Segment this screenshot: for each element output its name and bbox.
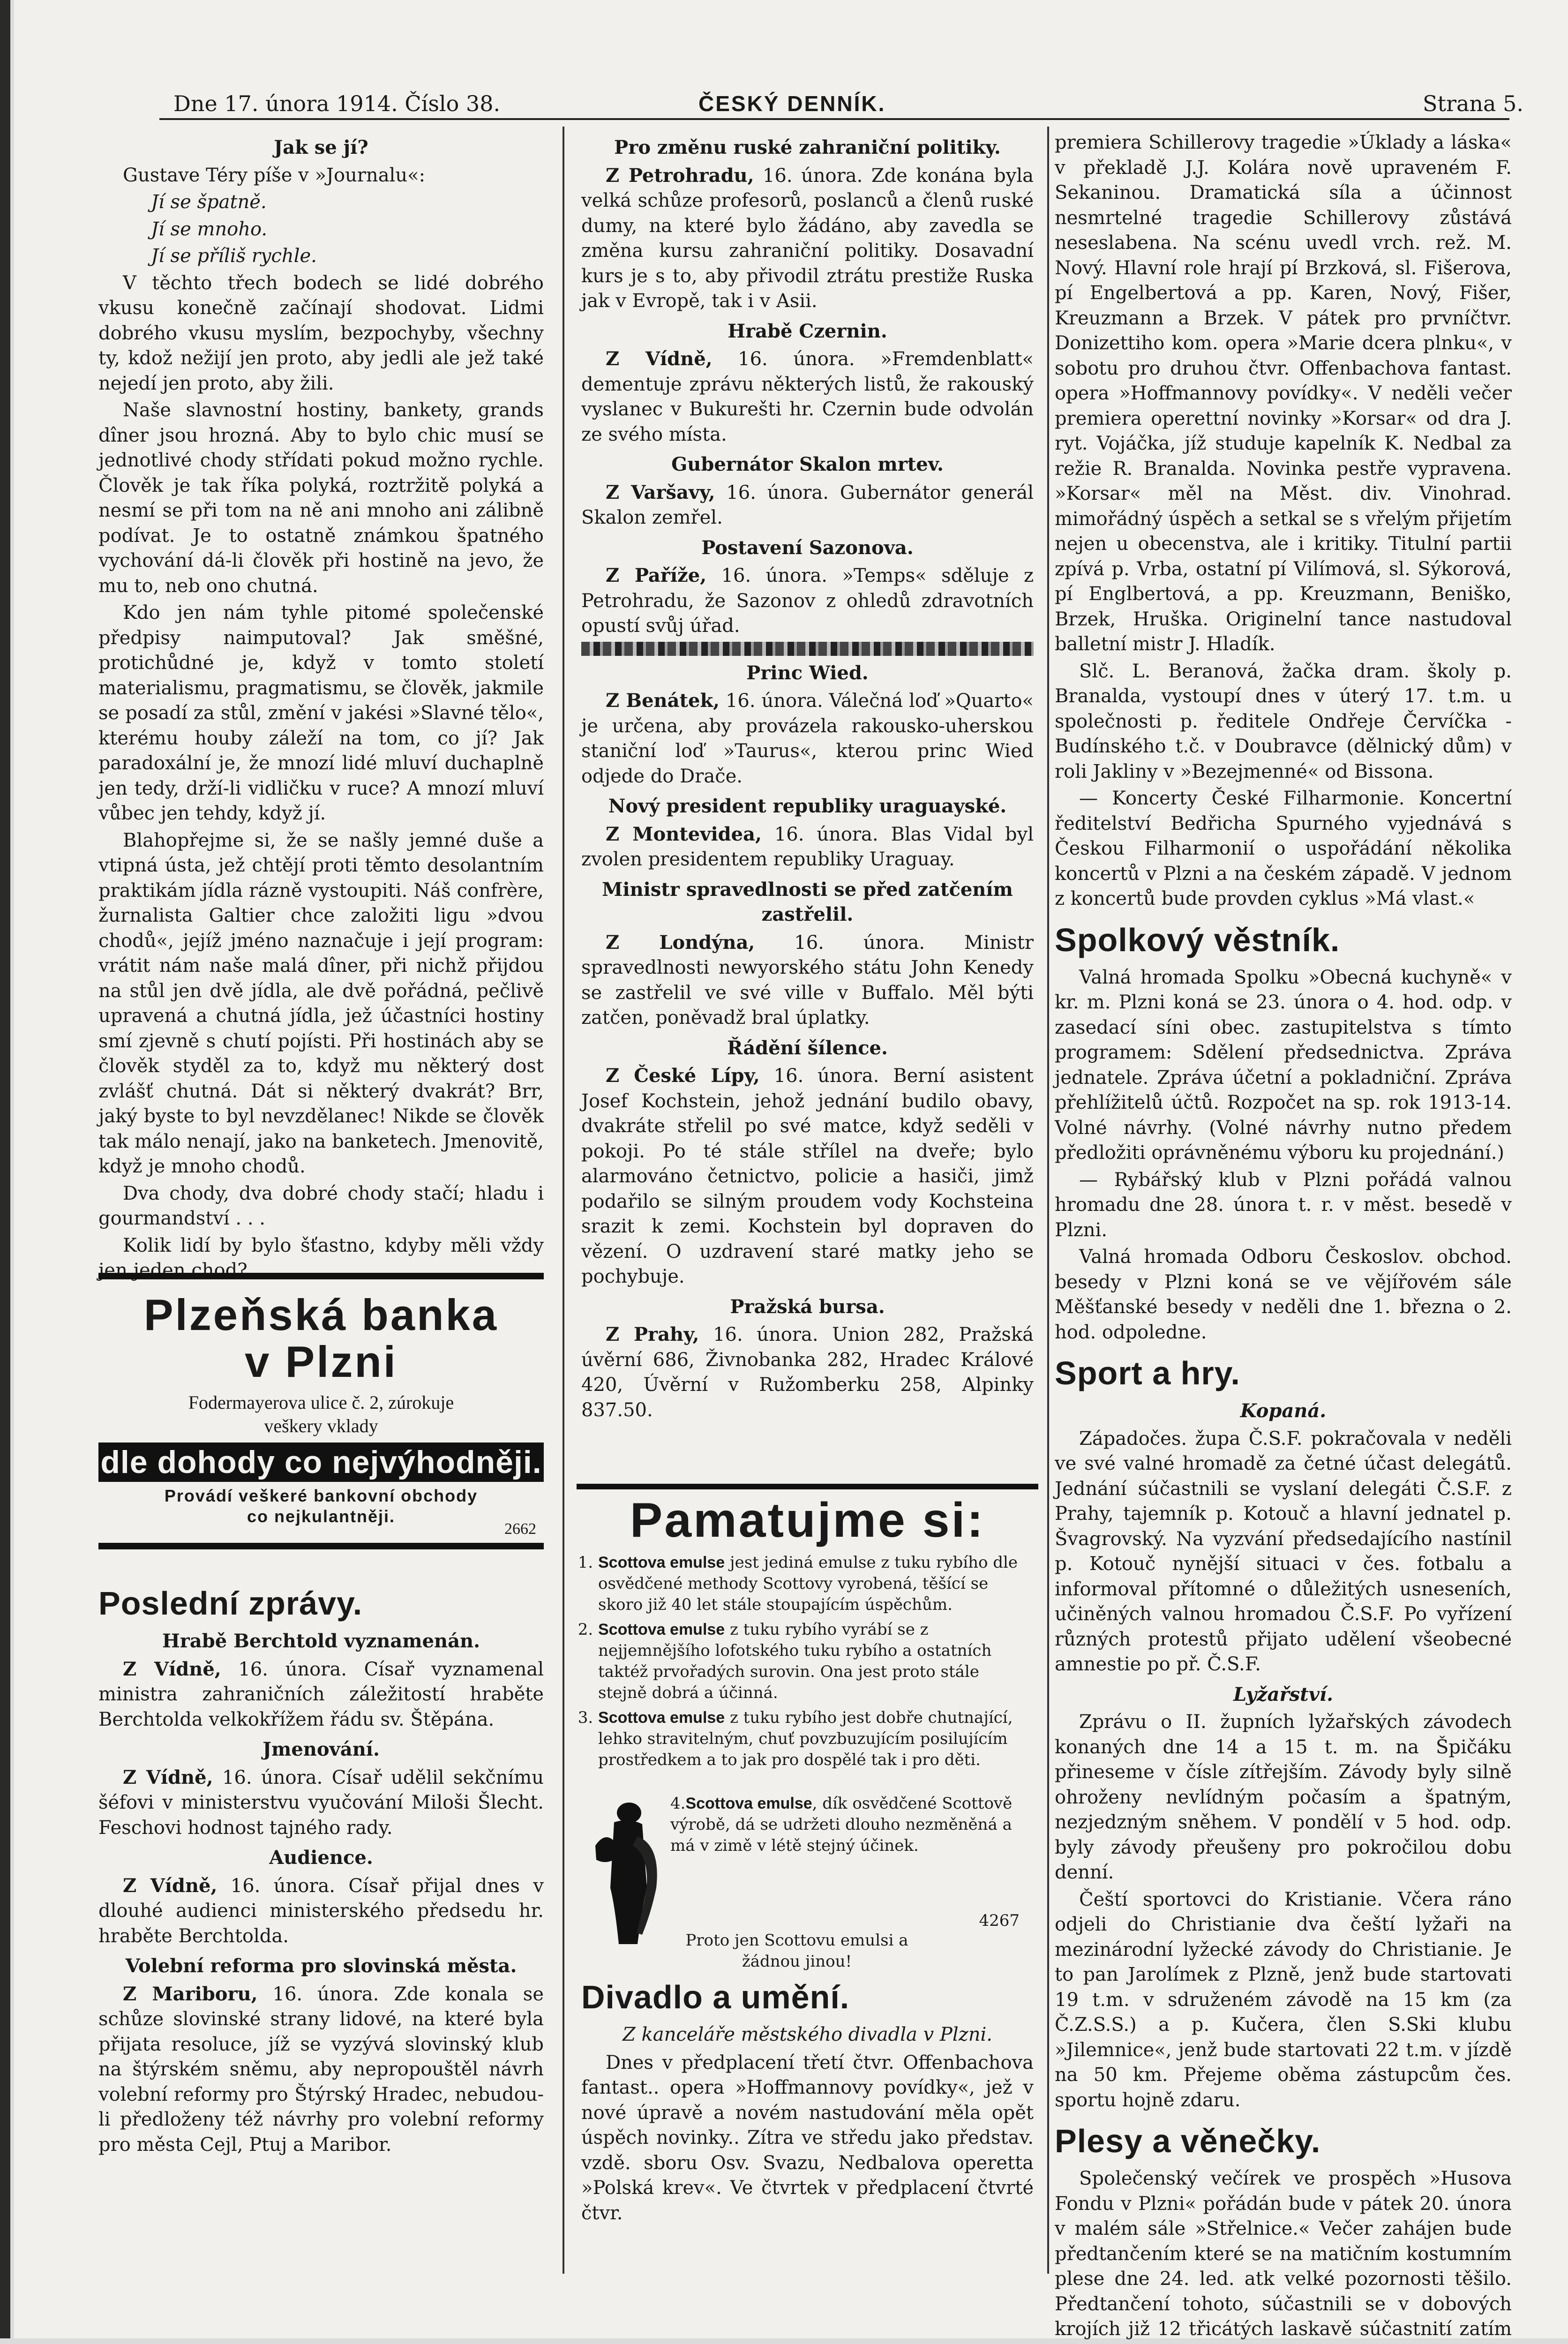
ad-item-text: z tuku rybího vyrábí se z nejjemnějšího lofotského tuku rybího a ostatních taktéž prvořadých surovin. Ona jest proto stále stejně dobrá a účinná. bbox=[598, 1620, 992, 1702]
article-paragraph: V těchto třech bodech se lidé dobrého vkusu konečně začínají shodovat. Lidmi dobrého vkusu myslím, bezpochyby, všechny ty, kdož nežijí jen proto, aby jedli ale jež také nejedí jen proto, aby žili. bbox=[98, 272, 544, 394]
dateline: Z Petrohradu, bbox=[606, 164, 754, 187]
club-paragraph: Valná hromada Odboru Českoslov. obchod. besedy v Plzni koná se ve vějířovém sále Měšťanské besedy v neděli dne 1. března o 2. hod. odpoledne. bbox=[1055, 1246, 1512, 1343]
article-title: Jak se jí? bbox=[274, 136, 368, 158]
news-text: 16. února. »Fremdenblatt« dementuje zprávu některých listů, že rakouský vyslanec v Bukurešti hr. Czernin bude odvolán ze svého místa. bbox=[581, 348, 1034, 445]
news-text: 16. února. Císař přijal dnes v dlouhé audienci ministerského předsedu hr. hraběte Berchtolda. bbox=[98, 1875, 544, 1947]
news-title: Gubernátor Skalon mrtev. bbox=[671, 453, 944, 475]
article-paragraph: Naše slavnostní hostiny, bankety, grands dîner jsou hrozná. Aby to bylo chic musí se jednotlivé chody střídati pokud možno rychle. Člověk je tak říka polyká, roztržitě polyká a nesmí se při tom na ně ani mnoho ani zálibně podívat. Je to ostatně známkou špatného vychování dá-li člověk při hostině na jevo, že mu to, neb ono chutná. bbox=[98, 399, 544, 597]
column-rule-2 bbox=[1047, 127, 1049, 2274]
page-number: Strana 5. bbox=[1423, 91, 1523, 116]
ad-headline: Pamatujme si: bbox=[630, 1493, 985, 1548]
theatre-paragraph: — Koncerty České Filharmonie. Koncertní ředitelství Bedřicha Spurného vyjednává s Českou Filharmonií o uspořádání několika koncertů v Plzni a na českém západě. V jednom z koncertů bude provden cyklus »Má vlast.« bbox=[1055, 788, 1512, 909]
article-paragraph: Dva chody, dva dobré chody stačí; hladu i gourmandství . . . bbox=[98, 1182, 544, 1229]
news-item bbox=[98, 1765, 544, 1841]
news-title: Pro změnu ruské zahraniční politiky. bbox=[614, 136, 1001, 158]
column-rule-1 bbox=[563, 127, 564, 2274]
dateline: Z Varšavy, bbox=[606, 481, 715, 503]
column-3 bbox=[1055, 130, 1512, 2340]
news-item bbox=[581, 346, 1034, 447]
fisherman-with-fish-icon bbox=[586, 1794, 666, 1949]
news-text: 16. února. »Temps« sděluje z Petrohradu, že Sazonov z ohledů zdravotních opustí svůj úřad. bbox=[581, 565, 1034, 637]
ad-list bbox=[577, 1552, 1025, 1771]
news-item bbox=[98, 1982, 544, 2158]
quote-line: Jí se mnoho. bbox=[151, 218, 268, 240]
ad-closing: Proto jen Scottovu emulsi a žádnou jinou! bbox=[685, 1931, 908, 1971]
ball-paragraph: Společenský večírek ve prospěch »Husova Fondu v Plzni« pořádán bude v pátek 20. února v malém sále »Střelnice.« Večer zahájen bude předtančením které se na matičním kostumním plese dne 24. led. atk velké pozornosti těšilo. Předtančení tohoto, súčastnili se v dobových krojích již 12 třicátých laskavě súčastnití zatím bbox=[1055, 2168, 1512, 2340]
news-item bbox=[581, 1063, 1034, 1290]
scott-emulsion-advertisement bbox=[577, 1484, 1038, 1971]
ad-code: 4267 bbox=[979, 1911, 1020, 1930]
ad-list-item bbox=[598, 1552, 1025, 1615]
news-text: 16. února. Gubernátor generál Skalon zemřel. bbox=[581, 481, 1034, 528]
sport-paragraph: Zprávu o II. župních lyžařských závodech konaných dne 14 a 15 t. m. na Špičáku přineseme v čísle zítřejším. Závody byly silně ohroženy nevlídným počasím a špatným, nezjedzným sněhem. V pondělí v 5 hod. odp. byly závody přeušeny pro pokročilou dobu denní. bbox=[1055, 1711, 1512, 1883]
dateline: Z Londýna, bbox=[606, 931, 755, 954]
news-item bbox=[98, 1657, 544, 1733]
bank-name: Plzeňská banka bbox=[143, 1290, 499, 1339]
news-title: Pražská bursa. bbox=[730, 1295, 885, 1318]
club-paragraph: Valná hromada Spolku »Obecná kuchyně« v kr. m. Plzni koná se 23. února o 4. hod. odp. v zasedací síni obec. zastupitelstva s tímto programem: Sdělení předsednictva. Zpráva jednatele. Zpráva účetní a pokladniční. Zpráva přehlížitelů účtů. Rozpočet na sp. rok 1913-14. Volné návrhy. (Volné návrhy nutno předem předložiti oprávněnému výboru ku projednání.) bbox=[1055, 966, 1512, 1164]
header-rule bbox=[159, 118, 1509, 120]
dateline: Z Benátek, bbox=[606, 690, 720, 712]
bank-city: v Plzni bbox=[245, 1337, 398, 1386]
section-title: Plesy a věnečky. bbox=[1055, 2123, 1321, 2159]
section-title: Sport a hry. bbox=[1055, 1355, 1240, 1391]
ad-list-item bbox=[598, 1707, 1025, 1771]
ad-list-item-4: 4.Scottova emulse, dík osvědčené Scottově výrobě, dá se udržeti dlouho nezměněná a má v zimě v létě stejný účinek. bbox=[670, 1794, 1013, 1855]
dateline: Z Prahy, bbox=[606, 1323, 699, 1345]
article-intro: Gustave Téry píše v »Journalu«: bbox=[123, 164, 426, 186]
news-item bbox=[98, 1873, 544, 1949]
dateline: Z Paříže, bbox=[606, 564, 707, 586]
news-text: 16. února. Zde konala se schůze slovinské strany lidové, na které byla přijata resoluce, jíž se vyzývá slovinský klub na štýrském sněmu, aby nepropouštěl návrh volební reformy pro Štýrský Hradec, nebudou-li předloženy též návrhy pro volební reformy pro města Cejl, Ptuj a Maribor. bbox=[98, 1983, 544, 2156]
dateline: Z Vídně, bbox=[606, 348, 713, 370]
news-item bbox=[581, 163, 1034, 314]
news-title: Hrabě Czernin. bbox=[728, 320, 887, 342]
news-item bbox=[581, 1322, 1034, 1423]
news-item bbox=[581, 822, 1034, 872]
brand-name: Scottova emulse bbox=[685, 1795, 812, 1812]
news-text: 16. února. Ministr spravedlnosti newyorského státu John Kenedy se zastřelil ve své ville v Buffalo. Měl býti zatčen, poněvadž bral úplatky. bbox=[581, 932, 1034, 1029]
article-paragraph: Blahopřejme si, že se našly jemné duše a vtipná ústa, jež chtějí proti těmto desolantním praktikám jídla rázně vystoupiti. Náš confrère, žurnalista Galtier chce založiti ligu »dvou chodů«, jejíž jméno naznačuje i její program: vrátit nám naše malá dîner, při nichž přijdou na stůl jen dvě jídla, ale dvě pořádná, pečlivě upravená a chutná jídla, jež účastníci hostiny smí zjevně s chutí pojísti. Při hostinách aby se člověk styděl za to, když mu některý dost zvlášť chutná. Dát si některý dvakrát? Brr, jaký byste to byl nevzdělanec! Nikde se člověk tak málo nenají, jako na banketech. Jmenovitě, když je mnoho chodů. bbox=[98, 829, 544, 1177]
masthead-title: ČESKÝ DENNÍK. bbox=[698, 91, 886, 116]
brand-name: Scottova emulse bbox=[598, 1621, 725, 1638]
sport-paragraph: Západočes. župa Č.S.F. pokračovala v neděli ve své valné hromadě za četné účast delegátů. Jednání súčastnili se vyslaní delegáti Č.S.F. z Prahy, tajemník p. Kotouč a hlavní jednatel p. Švagrovský. Na vyzvání předsedajícího nastínil p. Kotouč nynější situaci v čes. fotbalu a informoval přítomné o důležitých usneseních, učiněných valnou hromadou Č.S.F. Po vyřízení různých protestů přijato udělení všeobecné amnestie po př. Č.S.F. bbox=[1055, 1427, 1512, 1675]
section-title: Spolkový věstník. bbox=[1055, 921, 1340, 958]
club-paragraph: — Rybářský klub v Plzni pořádá valnou hromadu dne 28. února t. r. v měst. besedě v Plzni. bbox=[1055, 1169, 1512, 1241]
news-title: Jmenování. bbox=[263, 1738, 380, 1760]
ad-item-text: jest jediná emulse z tuku rybího dle osvědčené methody Scottovy vyrobená, těšící se skoro již 40 let stále stoupajícím úspěchům. bbox=[598, 1553, 1018, 1614]
news-item bbox=[581, 930, 1034, 1031]
quote-line: Jí se příliš rychle. bbox=[151, 245, 317, 267]
theatre-continued: premiera Schillerovy tragedie »Úklady a láska« v překladě J.J. Kolára nově upraveném F. Sekaninou. Dramatická síla a účinnost nesmrtelné tragedie Schillerovy zůstává neseslabena. Na scénu uvedl vrch. rež. M. Nový. Hlavní role hrají pí Brzková, sl. Fišerova, pí Engelbertová a pp. Karen, Nový, Fišer, Kreuzmann a Brzek. V pátek pro prvníčtvr. Donizettiho kom. opera »Marie dcera plnku«, v sobotu pro druhou čtvr. Offenbachova fantast. opera »Hoffmannovy povídky«. V neděli večer premiera operettní novinky »Korsar« od dra J. ryt. Vojáčka, jíž studuje kapelník K. Nedbal za režie R. Branalda. Novinka pestře vypravena. »Korsar« měl na Měst. div. Vinohrad. mimořádný úspěch a setkal se s vřelým přijetím nejen u obecenstva, ale i kritiky. Titulní partii zpívá p. Vrba, ostatní pí Vilímová, sl. Sýkorová, pí Englbertová, a pp. Kreuzmann, Beniško, Brzek, Hruška. Originelní tance nastudoval balletní mistr J. Hladík. bbox=[1055, 132, 1512, 655]
news-title: Audience. bbox=[269, 1847, 373, 1869]
binding-edge bbox=[0, 0, 10, 2338]
bank-slogan-band: dle dohody co nejvýhodněji. bbox=[98, 1442, 544, 1482]
news-text: 16. února. Union 282, Pražská úvěrní 686, Živnobanka 282, Hradec Králové 420, Úvěrní v Ružomberku 258, Alpinky 837.50. bbox=[581, 1324, 1034, 1421]
news-title: Nový president republiky uraguayské. bbox=[608, 795, 1007, 817]
news-text: 16. února. Blas Vidal byl zvolen presidentem republiky Uraguay. bbox=[581, 823, 1034, 870]
dateline: Z České Lípy, bbox=[606, 1065, 760, 1087]
bank-advertisement bbox=[98, 1273, 544, 1549]
news-item bbox=[581, 480, 1034, 531]
news-item bbox=[581, 688, 1034, 789]
news-item bbox=[581, 563, 1034, 639]
sport-subtitle: Kopaná. bbox=[1240, 1400, 1327, 1422]
news-title: Postavení Sazonova. bbox=[701, 536, 914, 559]
sport-subtitle: Lyžařství. bbox=[1233, 1683, 1333, 1705]
quote-line: Jí se špatně. bbox=[151, 191, 267, 213]
ad-item-text: z tuku rybího jest dobře chutnající, lehko stravitelným, chuť povzbuzujícím posilujícím prostředkem a to jak pro dospělé tak i pro děti. bbox=[598, 1708, 1013, 1769]
news-title: Princ Wied. bbox=[746, 661, 869, 684]
dateline: Z Montevidea, bbox=[606, 823, 762, 845]
article-paragraph: Kolik lidí by bylo šťastno, kdyby měli vždy jen jeden chod? . . . . bbox=[98, 1234, 544, 1281]
column-1 bbox=[98, 130, 544, 1281]
news-text: 16. února. Zde konána byla velká schůze profesorů, poslanců a členů ruské dumy, na které bylo žádáno, aby zavedla se změna kursu zahraniční politiky. Dosavadní kurs je s to, aby přivodil ztrátu prestiže Ruska jak v Evropě, tak i v Asii. bbox=[581, 165, 1034, 312]
dateline: Z Vídně, bbox=[123, 1658, 221, 1680]
sport-paragraph: Čeští sportovci do Kristianie. Včera ráno odjeli do Christianie dva čeští lyžaři na mezinárodní lyžecké závody do Christianie. Je to pan Jarolímek z Plzně, jenž bude startovati 19 t.m. v sdruženém závodě na 15 km (za Č.Z.S.S.) a p. Kučera, člen S.Ski klubu »Jilemnice«, jenž bude startovati 22 t.m. v jízdě na 50 km. Přejeme oběma zástupcům čes. sportu hojně zdaru. bbox=[1055, 1888, 1512, 2111]
theatre-section bbox=[581, 1969, 1034, 2269]
bank-deposits: veškery vklady bbox=[264, 1415, 378, 1436]
bank-services-2: co nejkulantněji. bbox=[247, 1507, 396, 1526]
ad-list-item bbox=[598, 1619, 1025, 1704]
news-text: 16. února. Berní asistent Josef Kochstein, jehož jednání budilo obavy, dvakráte střelil po své matce, když seděli v pokoji. Po té stále střílel na dveře; bylo alarmováno četnictvo, policie a hasiči, jimž podařilo se silným proudem vody Kochsteina srazit k zemi. Kochstein byl dopraven do vězení. O uzdravení staré matky jeho se pochybuje. bbox=[581, 1065, 1034, 1287]
news-text: 16. února. Císař vyznamenal ministra zahraničních záležitostí hraběte Berchtolda velkokřížem řádu sv. Štěpána. bbox=[98, 1658, 544, 1730]
news-text: 16. února. Císař udělil sekčnímu šéfovi v ministerstvu vyučování Miloši Šlecht. Feschovi hodnost tajného rady. bbox=[98, 1766, 544, 1839]
ad-item-text: , dík osvědčené Scottově výrobě, dá se udržeti dlouho nezměněná a má v zimě v létě stejný účinek. bbox=[670, 1794, 1013, 1855]
news-title: Ministr spravedlnosti se před zatčením zastřelil. bbox=[602, 878, 1013, 925]
theatre-text: Dnes v předplacení třetí čtvr. Offenbachova fantast.. opera »Hoffmannovy povídky«, jež v nové úpravě a novém nastudování měla opět úspěch novinky.. Zítra ve středu jako představ. vzdě. sboru Osv. Svazu, Nedbalova operetta »Polská krev«. Ve čtvrtek v předplacení čtvrté čtvr. bbox=[581, 2051, 1034, 2224]
dateline: Z Vídně, bbox=[123, 1766, 213, 1788]
news-title: Volební reforma pro slovinská města. bbox=[125, 1955, 517, 1977]
section-title: Divadlo a umění. bbox=[581, 1979, 850, 2015]
section-title: Poslední zprávy. bbox=[98, 1585, 363, 1622]
section-subtitle: Z kanceláře městského divadla v Plzni. bbox=[623, 2024, 992, 2045]
news-title: Řádění šílence. bbox=[727, 1037, 888, 1059]
ink-smudge-divider bbox=[581, 642, 1034, 656]
news-text: 16. února. Válečná loď »Quarto« je určena, aby provázela rakousko-uherskou staniční loď »Taurus«, kterou princ Wied odjede do Drače. bbox=[581, 690, 1034, 787]
dateline: Z Mariboru, bbox=[123, 1983, 258, 2005]
dateline: Z Vídně, bbox=[123, 1874, 218, 1897]
column-2 bbox=[581, 130, 1034, 1466]
article-paragraph: Kdo jen nám tyhle pitomé společenské předpisy naimputoval? Jak směšné, protichůdné je, když v tomto století materialismu, pragmatismu, se člověk, jakmile se posadí za stůl, změní v jakési »Slavné tělo«, kterému houby záleží na tom, co jí? Jak paradoxální je, že mnozí lidé mluví duchaplně jen tedy, drží-li vidličku v ruce? A mnozí mluví vůbec jen tehdy, když jí. bbox=[98, 602, 544, 824]
bank-address: Fodermayerova ulice č. 2, zúrokuje bbox=[188, 1392, 454, 1413]
theatre-paragraph: Slč. L. Beranová, žačka dram. školy p. Branalda, vystoupí dnes v úterý 17. t.m. u společnosti p. ředitele Ondřeje Červíčka - Budínského t.č. v Doubravce (dělnický dům) v roli Jakliny v »Bezejmenné« od Bissona. bbox=[1055, 660, 1512, 782]
news-section bbox=[98, 1575, 544, 2260]
brand-name: Scottova emulse bbox=[598, 1709, 725, 1727]
news-title: Hrabě Berchtold vyznamenán. bbox=[162, 1630, 480, 1652]
ad-code: 2662 bbox=[504, 1520, 536, 1538]
header-date-issue: Dne 17. února 1914. Číslo 38. bbox=[173, 91, 501, 116]
bank-services: Provádí veškeré bankovní obchody bbox=[164, 1486, 478, 1505]
brand-name: Scottova emulse bbox=[598, 1554, 725, 1571]
